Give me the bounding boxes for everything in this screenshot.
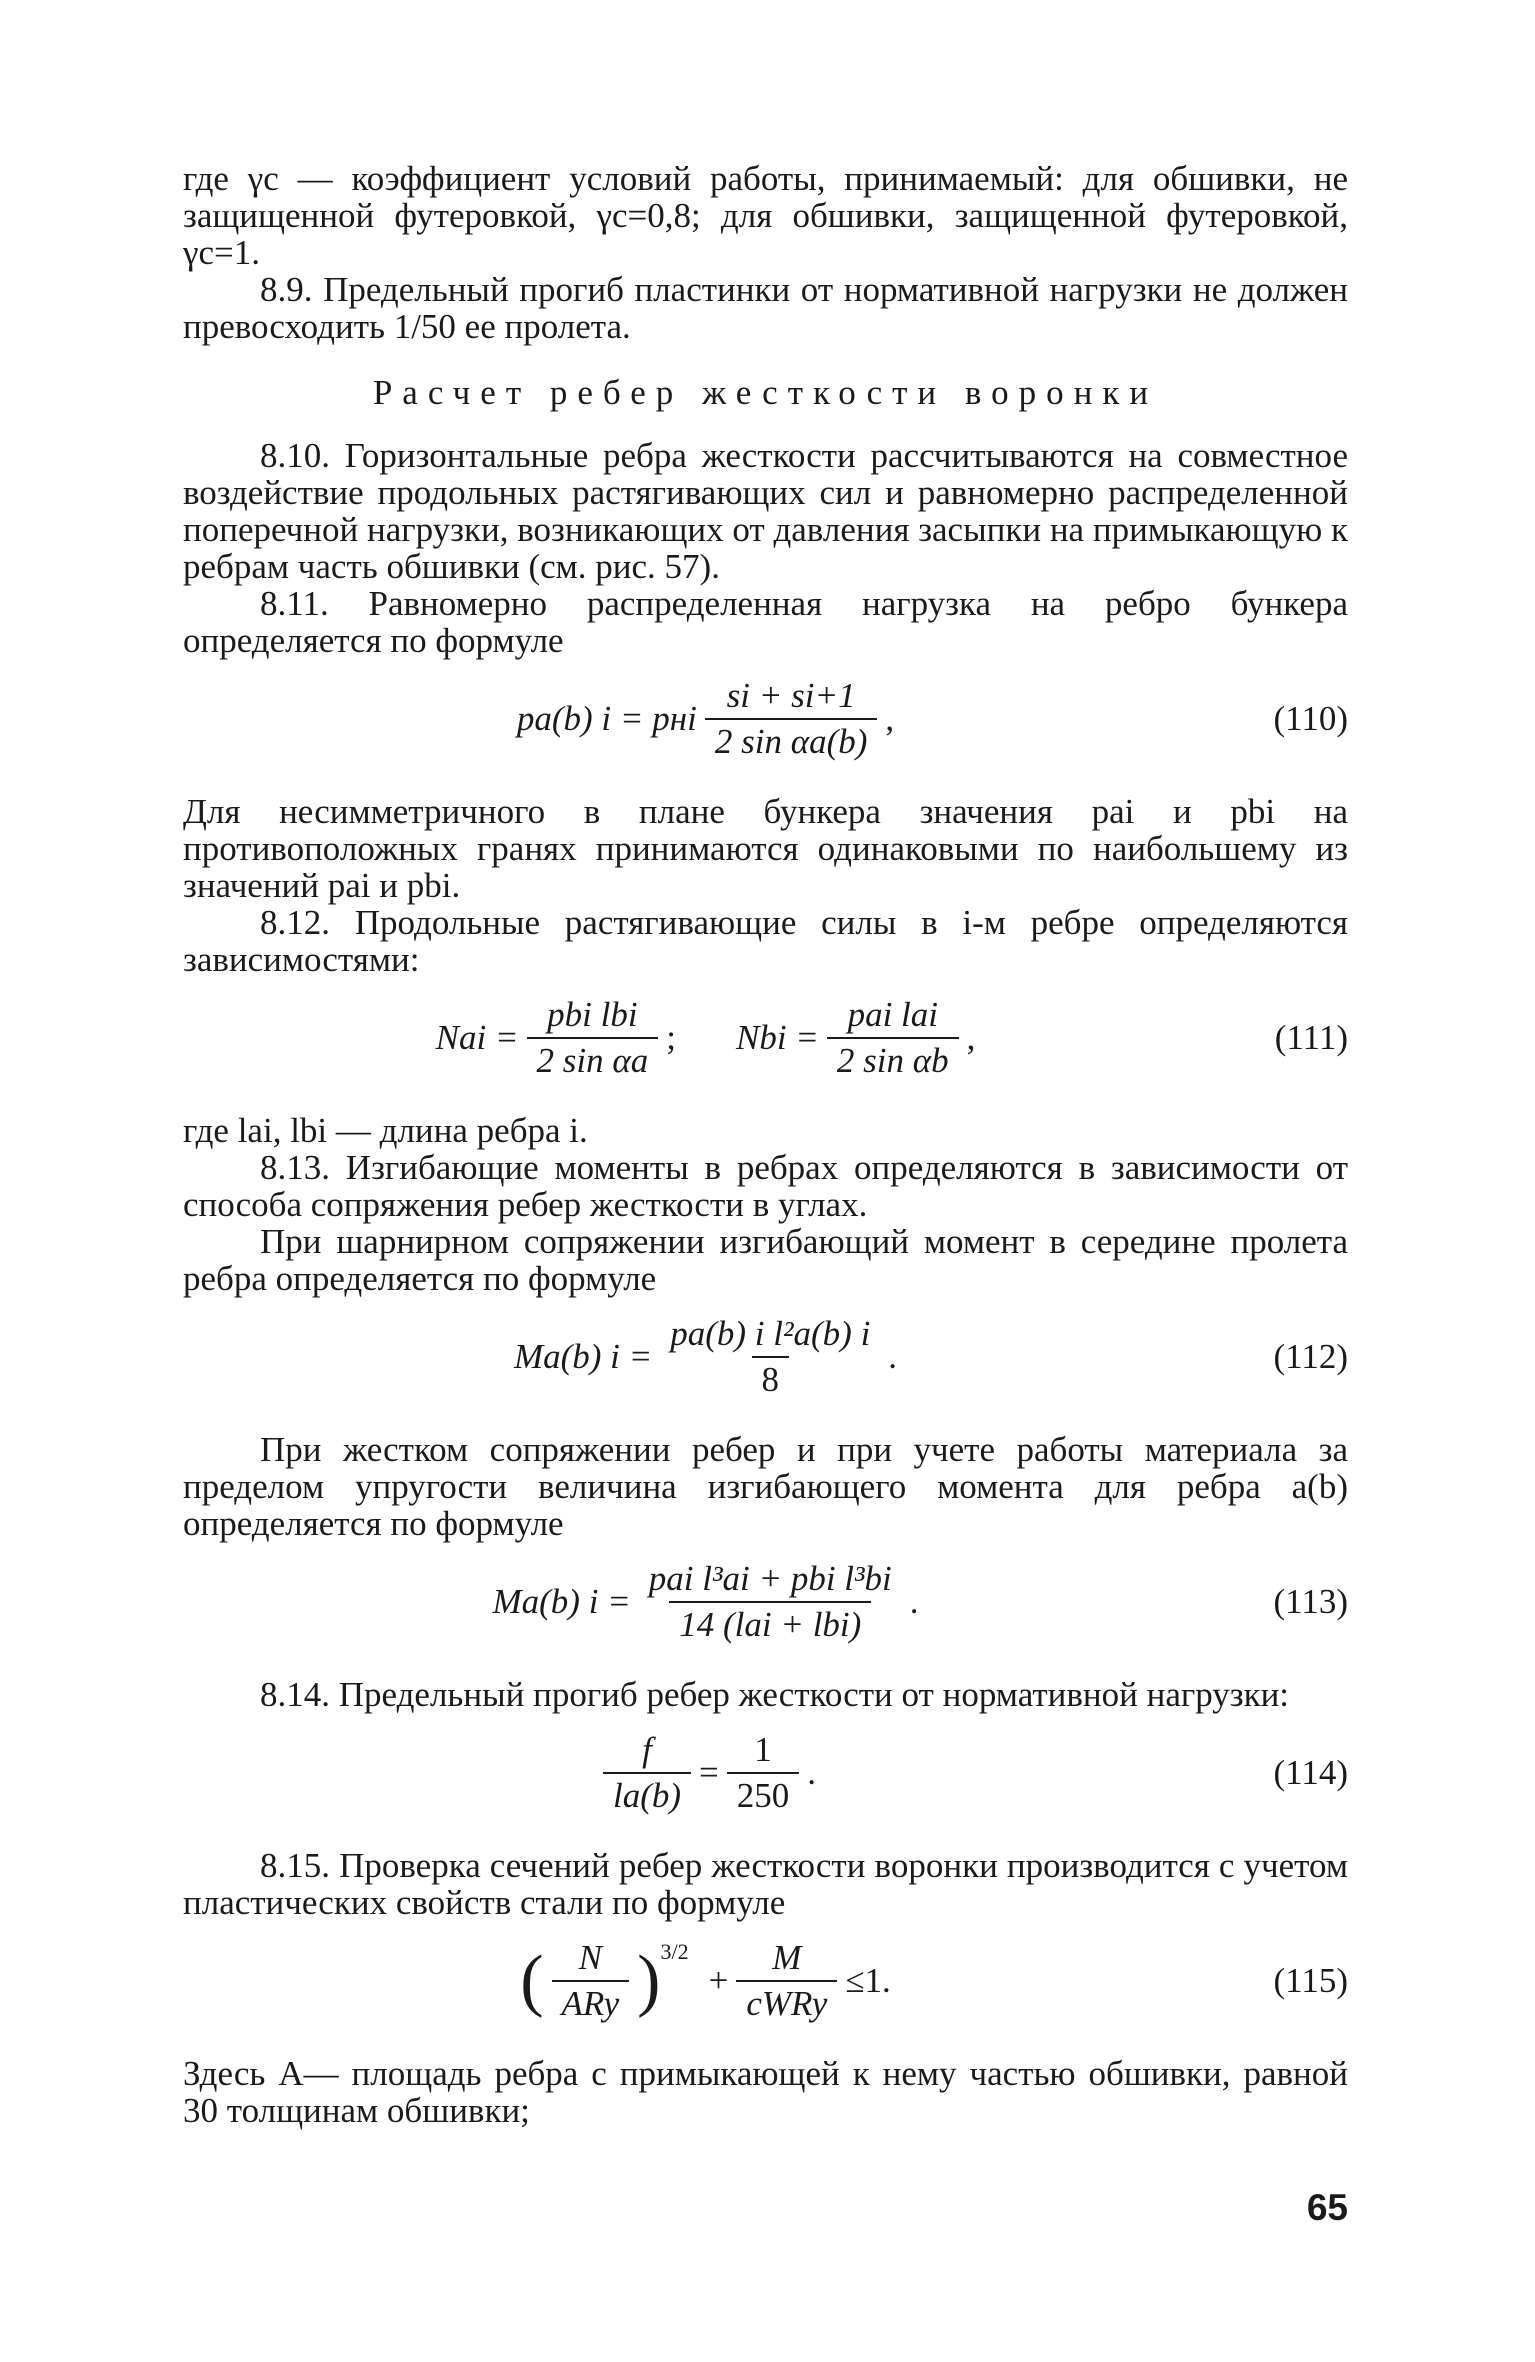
formula-111-numerator-1: pbi lbi [547, 995, 638, 1034]
paragraph-8-14: 8.14. Предельный прогиб ребер жесткости от нормативной нагрузки: [260, 1675, 1290, 1714]
paragraph-8-12: 8.12. Продольные растягивающие силы в i-м ребре определяются зависимостями: [183, 903, 1348, 979]
formula-110-fraction [705, 678, 878, 760]
formula-110-lhs: pa(b) i = pнi [516, 699, 697, 738]
formula-110-tail: , [885, 699, 895, 738]
paragraph-8-9: 8.9. Предельный прогиб пластинки от нормативной нагрузки не должен превосходить 1/50 ее пролета. [183, 270, 1348, 346]
formula-number-110: (110) [1273, 699, 1348, 738]
formula-110 [183, 671, 1348, 767]
formula-111-separator: ; [666, 1018, 676, 1057]
formula-113-tail: . [909, 1582, 919, 1621]
formula-115-fraction-1 [552, 1940, 630, 2022]
formula-112-denominator: 8 [752, 1356, 790, 1398]
formula-113-denominator: 14 (lai + lbi) [669, 1601, 871, 1643]
formula-114-numerator-2: 1 [754, 1730, 772, 1769]
formula-113 [183, 1554, 1348, 1650]
formula-110-denominator: 2 sin αa(b) [705, 718, 878, 760]
formula-115-numerator-2: M [772, 1938, 802, 1977]
paragraph-hinged: При шарнирном сопряжении изгибающий момент в середине пролета ребра определяется по формуле [183, 1222, 1348, 1298]
formula-115-fraction-2 [736, 1940, 837, 2022]
paragraph-asymmetric: Для несимметричного в плане бункера значения pai и pbi на противоположных гранях принимаются одинаковыми по наибольшему из значений pai и pbi. [183, 792, 1348, 905]
paragraph-area: Здесь A— площадь ребра с примыкающей к нему частью обшивки, равной 30 толщинам обшивки; [183, 2054, 1348, 2130]
formula-115-power: 3/2 [660, 1939, 689, 1964]
formula-114-denominator-1: la(b) [603, 1772, 691, 1814]
paragraph-8-11: 8.11. Равномерно распределенная нагрузка на ребро бункера определяется по формуле [183, 584, 1348, 660]
formula-110-numerator: si + si+1 [726, 676, 856, 715]
formula-114 [183, 1725, 1348, 1821]
formula-number-111: (111) [1274, 1018, 1348, 1057]
formula-115-denominator-1: ARy [552, 1980, 630, 2022]
formula-111-fraction-1 [527, 997, 659, 1079]
formula-115-relation: ≤1. [845, 1961, 891, 2000]
formula-115 [183, 1933, 1348, 2029]
formula-114-equals: = [699, 1753, 719, 1792]
formula-115-numerator-1: N [578, 1938, 603, 1977]
formula-111-tail: , [966, 1018, 976, 1057]
formula-115-close-paren: ) [637, 1942, 661, 2019]
formula-111-denominator-1: 2 sin αa [527, 1037, 659, 1079]
page-content [183, 160, 1348, 2129]
paragraph-rigid: При жестком сопряжении ребер и при учете работы материала за пределом упругости величина изгибающего момента для ребра a(b) определяется по формуле [183, 1430, 1348, 1543]
paragraph-8-15: 8.15. Проверка сечений ребер жесткости воронки производится с учетом пластических свойств стали по формуле [183, 1846, 1348, 1922]
formula-115-open-paren: ( [520, 1942, 544, 2019]
formula-number-113: (113) [1273, 1582, 1348, 1621]
formula-111-lhs-1: Nai = [435, 1018, 519, 1057]
formula-111-numerator-2: pai lai [847, 995, 938, 1034]
formula-113-numerator: pai l³ai + pbi l³bi [648, 1559, 892, 1598]
formula-number-115: (115) [1273, 1961, 1348, 2000]
formula-111 [183, 990, 1348, 1086]
formula-114-numerator-1: f [642, 1730, 652, 1769]
formula-111-lhs-2: Nbi = [735, 1018, 819, 1057]
formula-112 [183, 1309, 1348, 1405]
formula-113-lhs: Ma(b) i = [492, 1582, 631, 1621]
formula-115-plus: + [708, 1961, 729, 2000]
paragraph-8-13: 8.13. Изгибающие моменты в ребрах определяются в зависимости от способа сопряжения ребер жесткости в углах. [183, 1148, 1348, 1224]
formula-115-denominator-2: cWRy [736, 1980, 837, 2022]
formula-111-denominator-2: 2 sin αb [827, 1037, 959, 1079]
paragraph-lengths: где lai, lbi — длина ребра i. [183, 1111, 588, 1150]
formula-114-tail: . [807, 1753, 817, 1792]
formula-112-tail: . [888, 1337, 898, 1376]
section-heading: Расчет ребер жесткости воронки [372, 373, 1159, 412]
formula-112-numerator: pa(b) i l²a(b) i [670, 1314, 871, 1353]
formula-114-fraction-2 [727, 1732, 800, 1814]
formula-111-fraction-2 [827, 997, 959, 1079]
paragraph-8-10: 8.10. Горизонтальные ребра жесткости рассчитываются на совместное воздействие продольных растягивающих сил и равномерно распределенной поперечной нагрузки, возникающих от давления засыпки на примыкающую к ребрам часть обшивки (см. рис. 57). [183, 436, 1348, 586]
formula-114-denominator-2: 250 [727, 1772, 800, 1814]
paragraph-gamma-c: где γc — коэффициент условий работы, принимаемый: для обшивки, не защищенной футеровкой, γc=0,8; для обшивки, защищенной футеровкой, γc=1. [183, 159, 1348, 272]
page-number: 65 [1306, 2187, 1348, 2228]
formula-114-fraction-1 [603, 1732, 691, 1814]
formula-112-lhs: Ma(b) i = [513, 1337, 653, 1376]
formula-number-112: (112) [1273, 1337, 1348, 1376]
formula-112-fraction [660, 1316, 880, 1398]
formula-113-fraction [639, 1561, 902, 1643]
formula-number-114: (114) [1273, 1753, 1348, 1792]
